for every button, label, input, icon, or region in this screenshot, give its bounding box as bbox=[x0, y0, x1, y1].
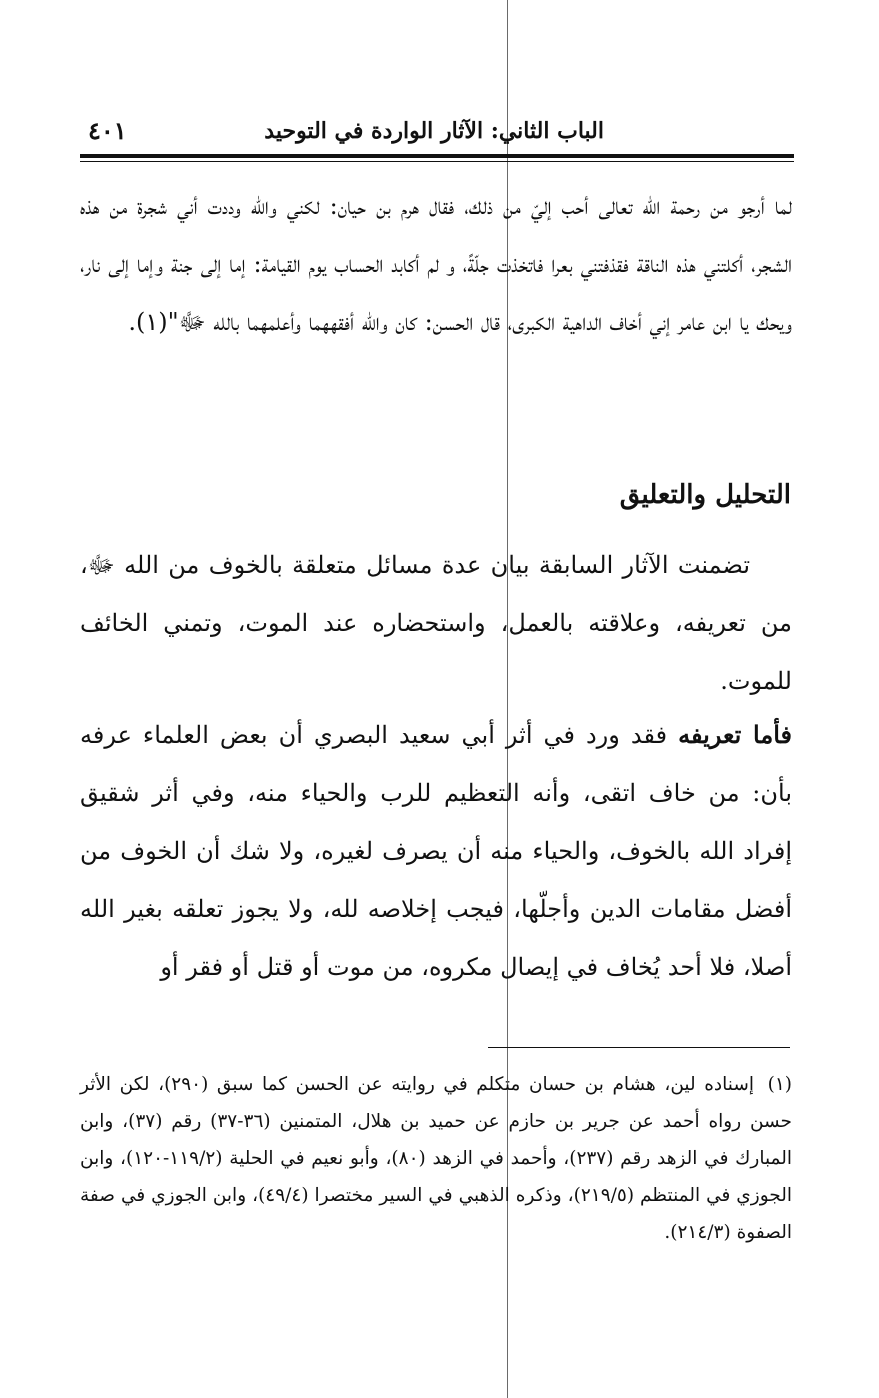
paragraph-3-text: فقد ورد في أثر أبي سعيد البصري أن بعض العلماء عرفه بأن: من خاف اتقى، وأنه التعظيم للرب والحياء منه، وفي أثر شقيق إفراد الله بالخوف، والحياء منه أن يصرف لغيره، ولا شك أن الخوف من أفضل مقامات الدين وأجلّها، فيجب إخلاصه لله، ولا يجوز تعلقه بغير الله أصلا، فلا أحد يُخاف في إيصال مكروه، من موت أو قتل أو فقر أو bbox=[80, 721, 793, 981]
paragraph-3-lead: فأما تعريفه bbox=[678, 720, 792, 749]
running-header bbox=[80, 112, 794, 152]
paragraph-2: تضمنت الآثار السابقة بيان عدة مسائل متعلقة بالخوف من الله ﷻ، من تعريفه، وعلاقته بالعمل، واستحضاره عند الموت، وتمني الخائف للموت. bbox=[80, 551, 792, 695]
paragraph-1: لما أرجو من رحمة الله تعالى أحب إليّ من ذلك، فقال هرم بن حيان: لكني والله وددت أني شجرة من هذه الشجر، أكلتني هذه الناقة فقذفتني بعرا فاتخذت جلّةً، و لم أكابد الحساب يوم القيامة: إما إلى جنة وإما إلى نار، ويحك يا ابن عامر إني أخاف الداهية الكبرى، قال الحسن: كان والله أفقههما وأعلمهما بالله ﷻ"(١). bbox=[80, 192, 792, 336]
header-rule-thick bbox=[80, 154, 794, 158]
footnote-marker: (١) bbox=[767, 1074, 792, 1095]
paragraph-3 bbox=[80, 706, 792, 996]
footnote-text: إسناده لين، هشام بن حسان متكلم في روايته عن الحسن كما سبق (٢٩٠)، لكن الأثر حسن رواه أحمد عن جرير بن حازم عن حميد بن هلال، المتمنين (٣٦-٣٧) رقم (٣٧)، وابن المبارك في الزهد رقم (٢٣٧)، وأحمد في الزهد (٨٠)، وأبو نعيم في الحلية (١١٩/٢-١٢٠)، وابن الجوزي في المنتظم (٢١٩/٥)، وذكره الذهبي في السير مختصرا (٤٩/٤)، وابن الجوزي في صفة الصفوة (٢١٤/٣). bbox=[80, 1074, 793, 1243]
page-number: ٤٠١ bbox=[88, 116, 127, 145]
section-heading: التحليل والتعليق bbox=[619, 480, 791, 510]
footnote-separator bbox=[488, 1047, 790, 1048]
chapter-title: الباب الثاني: الآثار الواردة في التوحيد bbox=[264, 118, 604, 144]
footnote-1 bbox=[80, 1066, 792, 1251]
header-rule-thin bbox=[80, 161, 794, 162]
